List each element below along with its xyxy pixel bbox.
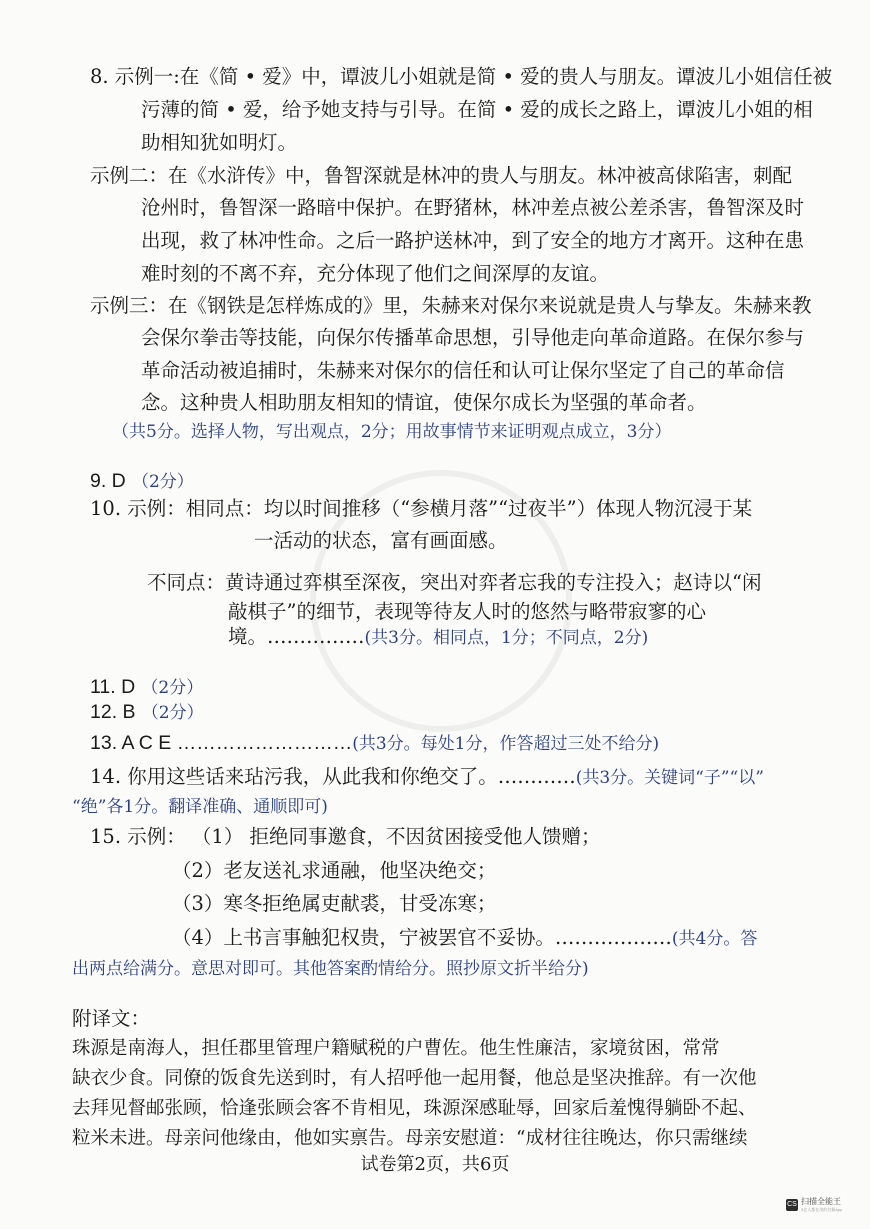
q8-line-1: 8. 示例一:在《简 • 爱》中，谭波儿小姐就是简 • 爱的贵人与朋友。谭波儿小姐信任被 — [90, 65, 833, 88]
appendix-line-3: 去拜见督邮张顾，恰逢张顾会客不肯相见，珠源深感耻辱，回家后羞愧得躺卧不起、 — [72, 1098, 757, 1119]
q13-answer-text: 13. A C E ……………………… — [90, 732, 353, 754]
q15-line-4-text: （4）上书言事触犯权贵，宁被罢官不妥协。……………… — [172, 926, 672, 949]
q8-line-4: 示例二：在《水浒传》中，鲁智深就是林冲的贵人与朋友。林冲被高俅陷害，刺配 — [90, 164, 793, 187]
q15-score-part-1: (共4分。答 — [671, 929, 758, 949]
q10-line-1: 10. 示例：相同点：均以时间推移（“参横月落”“过夜半”）体现人物沉浸于某 — [90, 497, 753, 520]
q8-line-11: 念。这种贵人相助朋友相知的情谊，使保尔成长为坚强的革命者。 — [141, 391, 707, 414]
camscanner-icon: CS — [786, 1199, 798, 1211]
scanner-text — [801, 1196, 842, 1213]
q10-score: (共3分。相同点，1分；不同点，2分) — [364, 628, 649, 648]
q10-line-5-text: 境。…………… — [228, 625, 365, 648]
q13-answer — [90, 728, 659, 759]
q8-line-9: 会保尔拳击等技能，向保尔传播革命思想，引导他走向革命道路。在保尔参与 — [141, 326, 805, 349]
q15-line-2: （2）老友送礼求通融，他坚决绝交； — [172, 859, 497, 882]
q12-answer — [90, 697, 204, 728]
scanner-watermark — [786, 1196, 842, 1213]
q9-answer — [90, 466, 194, 497]
q10-line-3: 不同点：黄诗通过弈棋至深夜，突出对弈者忘我的专注投入；赵诗以“闲 — [147, 571, 762, 594]
q14-score-part-2: “绝”各1分。翻译准确、通顺即可) — [72, 797, 328, 817]
q15-line-3: （3）寒冬拒绝属吏献裘，甘受冻寒； — [172, 892, 497, 915]
q8-line-6: 出现，救了林冲性命。之后一路护送林冲，到了安全的地方才离开。这种在患 — [141, 229, 805, 252]
q9-answer-text: 9. D — [90, 470, 126, 492]
scanner-subtitle: 3亿人都在用的扫描App — [801, 1207, 843, 1212]
q10-line-4: 敲棋子”的细节，表现等待友人时的悠然与略带寂寥的心 — [228, 600, 706, 623]
q15-line-1: 15. 示例： （1） 拒绝同事邀食，不因贫困接受他人馈赠； — [90, 825, 601, 848]
q14-line-1 — [90, 762, 764, 793]
q15-line-4 — [172, 923, 757, 954]
appendix-line-1: 珠源是南海人，担任郡里管理户籍赋税的户曹佐。他生性廉洁，家境贫困，常常 — [72, 1038, 720, 1059]
q8-line-5: 沧州时，鲁智深一路暗中保护。在野猪林，林冲差点被公差杀害，鲁智深及时 — [141, 196, 805, 219]
q9-score: （2分） — [131, 472, 194, 492]
q10-line-2: 一活动的状态，富有画面感。 — [254, 529, 508, 552]
q11-score: （2分） — [141, 678, 204, 698]
q8-line-10: 革命活动被追捕时，朱赫来对保尔的信任和认可让保尔坚定了自己的革命信 — [141, 359, 785, 382]
q15-score-part-2: 出两点给满分。意思对即可。其他答案酌情给分。照抄原文折半给分) — [72, 959, 589, 979]
page-number-footer: 试卷第2页，共6页 — [360, 1154, 510, 1175]
q13-score: (共3分。每处1分，作答超过三处不给分) — [352, 734, 660, 754]
q12-answer-text: 12. B — [90, 701, 136, 723]
appendix-line-2: 缺衣少食。同僚的饭食先送到时，有人招呼他一起用餐，他总是坚决推辞。有一次他 — [72, 1068, 757, 1089]
q14-translation: 14. 你用这些话来玷污我，从此我和你绝交了。………… — [90, 765, 576, 788]
q14-score-part-1: (共3分。关键词“子”“以” — [575, 768, 764, 788]
appendix-title: 附译文： — [72, 1007, 151, 1030]
q8-scoring-note: （共5分。选择人物，写出观点，2分；用故事情节来证明观点成立，3分） — [112, 422, 672, 442]
q11-answer-text: 11. D — [90, 676, 136, 698]
q10-line-5 — [228, 622, 648, 653]
q12-score: （2分） — [141, 703, 204, 723]
q8-line-7: 难时刻的不离不弃，充分体现了他们之间深厚的友谊。 — [141, 262, 610, 285]
scanner-name: 扫描全能王 — [801, 1197, 841, 1206]
appendix-line-4: 粒米未进。母亲问他缘由，他如实禀告。母亲安慰道：“成材往往晚达，你只需继续 — [72, 1128, 748, 1149]
q8-line-8: 示例三：在《钢铁是怎样炼成的》里，朱赫来对保尔来说就是贵人与挚友。朱赫来教 — [90, 294, 812, 317]
q8-line-3: 助相知犹如明灯。 — [141, 131, 298, 154]
q8-line-2: 污薄的简 • 爱，给予她支持与引导。在简 • 爱的成长之路上，谭波儿小姐的相 — [141, 98, 813, 121]
